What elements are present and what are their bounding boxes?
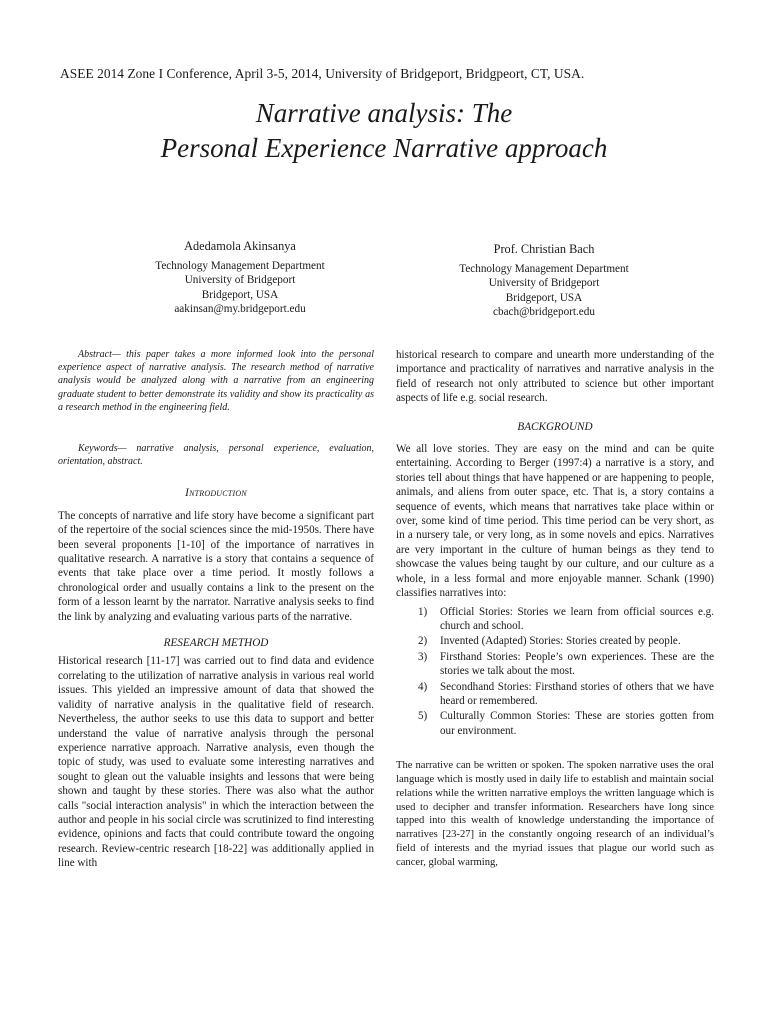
- author-department: Technology Management Department: [459, 262, 629, 275]
- right-column: [396, 348, 714, 870]
- list-text: Invented (Adapted) Stories: Stories created by people.: [440, 635, 681, 648]
- author-email: cbach@bridgeport.edu: [493, 306, 595, 318]
- title-line-2: Personal Experience Narrative approach: [160, 133, 608, 163]
- introduction-heading: Introduction: [185, 487, 247, 500]
- list-number: 4): [418, 680, 428, 693]
- list-number: 2): [418, 635, 428, 648]
- author-name: Adedamola Akinsanya: [184, 239, 296, 253]
- background-text: We all love stories. They are easy on the mind and can be quite entertaining. According to Berger (1997:4) a narrative is a story, and stories tell about things that have happened or are happening to people, animals, and aliens from outer space, etc. That is, a story contains a sequence of events, which means that narratives take place within or over, some kind of time period. This time period can be very short, as in a nursery tale, or very long, as in some novels and epics. Narratives are very important in the culture of human beings as they tend to showcase the values being taught by our culture, and our culture as a whole, in a less formal and more enjoyable manner. Schank (1990) classifies narratives into:: [396, 443, 714, 600]
- background-closing-text: The narrative can be written or spoken. The spoken narrative uses the oral language which is mostly used in daily life to establish and maintain social relations while the written narrative employs the written language which is used to decipher and transfer information. Researchers have long since tapped into this wealth of knowledge understanding the importance of narratives [23-27] in the constantly ongoing research of an individual’s field of interests and the myriad issues that plague our world such as cancer, global warming,: [396, 760, 714, 868]
- list-text: Official Stories: Stories we learn from official sources e.g. church and school.: [440, 605, 714, 632]
- list-text: Secondhand Stories: Firsthand stories of others that we have heard or remembered.: [440, 680, 714, 707]
- list-number: 1): [418, 605, 428, 618]
- author-university: University of Bridgeport: [184, 274, 296, 286]
- research-method-continued: historical research to compare and unearth more understanding of the importance and practicality of narratives and narrative analysis in the field of research not only attributed to science but other important aspects of life e.g. social research.: [396, 349, 714, 405]
- author-location: Bridgeport, USA: [201, 288, 279, 301]
- list-number: 3): [418, 650, 428, 663]
- left-column: [58, 348, 374, 871]
- research-method-heading: RESEARCH METHOD: [163, 637, 269, 650]
- introduction-text: The concepts of narrative and life story have become a significant part of the repertoire of the social sciences since the mid-1950s. There have been several proponents [1-10] of the importance of narratives in qualitative research. A narrative is a story that contains a sequence of events that take place over a time period. It mostly follows a chronological order and usually contains a link to the present on the form of a lesson learnt by the narrator. Narrative analysis seeks to find the link by analyzing and evaluating various parts of the narrative.: [58, 509, 374, 623]
- author-name: Prof. Christian Bach: [493, 242, 595, 256]
- author-block-1: [100, 239, 380, 317]
- list-number: 5): [418, 710, 428, 723]
- list-item: [396, 634, 714, 648]
- author-location: Bridgeport, USA: [505, 291, 583, 304]
- list-item: [396, 680, 714, 709]
- title-line-1: Narrative analysis: The: [255, 98, 513, 128]
- abstract: Abstract— this paper takes a more informed look into the personal experience aspect of narrative analysis. The research method of narrative analysis would be analyzed along with a narrative from an engineering graduate student to better demonstrate its validity and show its practicality as a research method in the engineering field.: [58, 349, 374, 413]
- author-department: Technology Management Department: [155, 259, 325, 272]
- list-text: Firsthand Stories: People’s own experiences. These are the stories we talk about the most.: [440, 650, 714, 678]
- author-university: University of Bridgeport: [488, 277, 600, 289]
- list-item: [396, 709, 714, 738]
- list-item: [396, 650, 714, 679]
- narrative-types-list: [396, 605, 714, 739]
- conference-header: ASEE 2014 Zone I Conference, April 3-5, 2014, University of Bridgeport, Bridgpeort, CT, USA.: [60, 66, 585, 81]
- list-item: [396, 605, 714, 634]
- author-block-2: [404, 242, 684, 320]
- list-text: Culturally Common Stories: These are stories gotten from our environment.: [440, 710, 714, 737]
- research-method-text: Historical research [11-17] was carried out to find data and evidence correlating to the utilization of narrative analysis in various real world issues. This yielded an impressive amount of data that showed the validity of narrative analysis in the qualitative field of research. Nevertheless, the author seeks to use this data to support and better understand the value of narrative analysis through the personal experience narrative approach. Narrative analysis, even though the topic of study, was used to evaluate some interesting narratives and sought to glean out the valuable insights and lessons that were being shown and taught by these stories. There was also what the author calls "social interaction analysis" in which the interaction between the author and people in his social circle was scrutinized to find interesting evidence, opinions and facts that could contribute toward the ongoing research. Review-centric research [18-22] was additionally applied in line with: [58, 655, 374, 870]
- paper-title: [0, 96, 768, 166]
- keywords: Keywords— narrative analysis, personal experience, evaluation, orientation, abstract.: [58, 443, 374, 468]
- author-email: aakinsan@my.bridgeport.edu: [174, 303, 306, 315]
- background-heading: BACKGROUND: [517, 420, 593, 433]
